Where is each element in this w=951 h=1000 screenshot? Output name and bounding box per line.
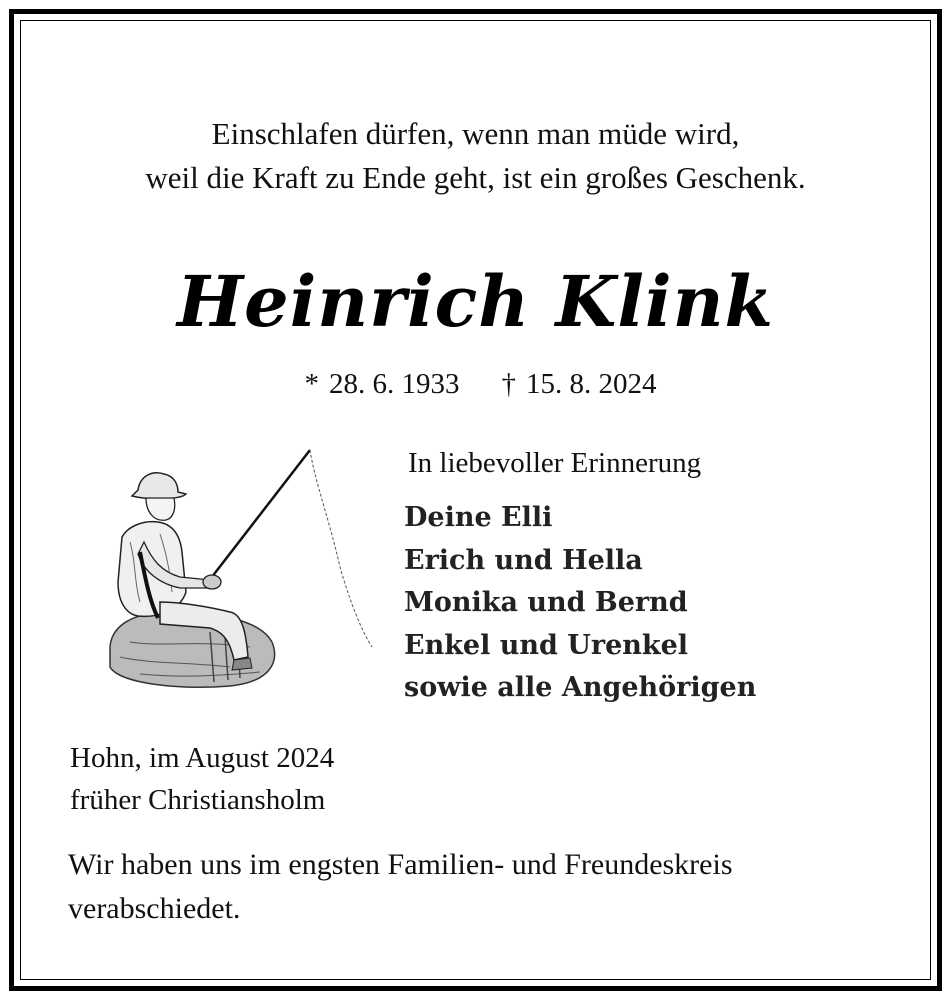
mourner-item: Erich und Hella — [404, 544, 643, 576]
death-date: 15. 8. 2024 — [526, 368, 657, 400]
mourner-item: sowie alle Angehörigen — [404, 672, 757, 703]
deceased-name: Heinrich Klink — [177, 260, 774, 343]
memory-line: In liebevoller Erinnerung — [408, 447, 702, 479]
place-line-1: Hohn, im August 2024 — [70, 742, 335, 774]
place-and-date — [70, 737, 334, 821]
birth-symbol: * — [304, 368, 319, 400]
fisherman-icon — [100, 442, 385, 697]
death-symbol: † — [501, 368, 516, 400]
mourner-item: Deine Elli — [404, 502, 553, 533]
closing-note: Wir haben uns im engsten Familien- und Freundeskreis verabschiedet. — [68, 848, 733, 925]
mourner-item: Enkel und Urenkel — [404, 629, 689, 661]
mourners-list — [404, 497, 756, 710]
motto-line-1: Einschlafen dürfen, wenn man müde wird, — [211, 116, 740, 151]
motto — [0, 112, 951, 200]
birth-date: 28. 6. 1933 — [329, 368, 460, 400]
life-dates — [0, 364, 951, 404]
place-line-2: früher Christiansholm — [70, 784, 326, 816]
mourner-item: Monika und Bernd — [404, 587, 688, 618]
motto-line-2: weil die Kraft zu Ende geht, ist ein großes Geschenk. — [145, 160, 806, 195]
